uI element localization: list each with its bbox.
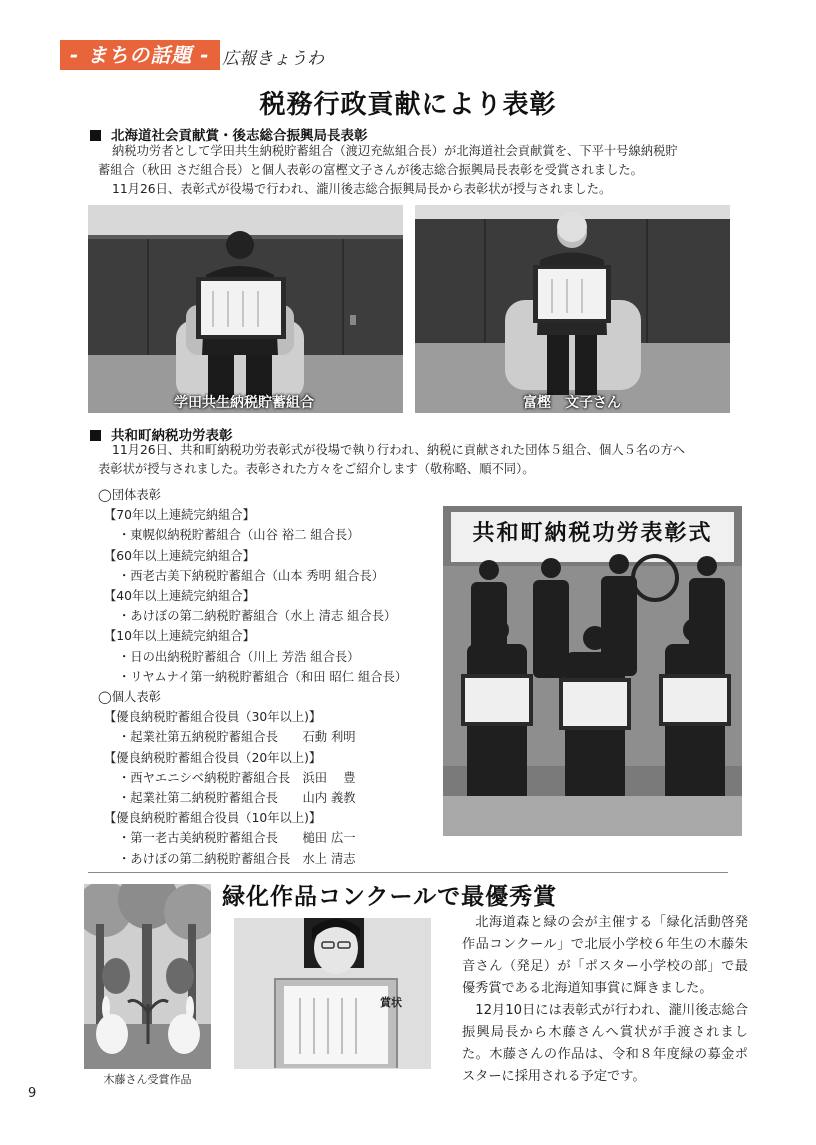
artwork-drawing (84, 884, 211, 1069)
photo1-image (88, 205, 403, 413)
award-group-heading: 【優良納税貯蓄組合役員（10年以上)】 (104, 811, 322, 826)
square-bullet-icon (90, 130, 101, 141)
award-group-heading: 【60年以上連続完納組合】 (104, 548, 255, 563)
section3-paragraph2: 12月10日には表彰式が行われ、瀧川後志総合振興局長から木藤さんへ賞状が手渡されました。木藤さんの作品は、令和８年度緑の募金ポスターに採用される予定です。 (462, 1003, 748, 1084)
section3-heading: 緑化作品コンクールで最優秀賞 (222, 884, 558, 910)
photo3-image (443, 506, 742, 836)
photo2-image (415, 205, 730, 413)
award-group-heading: 【70年以上連続完納組合】 (104, 508, 255, 523)
artwork-image (84, 884, 211, 1069)
photo-togashi-fumiko (415, 205, 730, 413)
page-title: 税務行政貢献により表彰 (259, 90, 557, 120)
award-list-item: ・起業社第二納税貯蓄組合長 山内 義教 (118, 791, 356, 806)
section-tag: - まちの話題 - (60, 40, 220, 70)
award-group-heading: 【40年以上連続完納組合】 (104, 589, 255, 604)
certificate-label: 賞状 (380, 996, 402, 1009)
photo-kito-student (234, 918, 431, 1069)
section1-line3: 11月26日、表彰式が役場で行われ、瀧川後志総合振興局長から表彰状が授与されました。 (112, 182, 612, 196)
section2-line2: 表彰状が授与されました。表彰された方々をご紹介します（敬称略、順不同）。 (98, 462, 535, 476)
section1-heading (90, 124, 368, 144)
award-group-heading: 【優良納税貯蓄組合役員（20年以上)】 (104, 750, 322, 765)
award-list-item: ・西老古美下納税貯蓄組合（山本 秀明 組合長） (118, 568, 385, 583)
ceremony-banner: 共和町納税功労表彰式 (472, 520, 713, 546)
award-list-item: ・起業社第五納税貯蓄組合長 石動 利明 (118, 730, 356, 745)
photo1-caption: 学田共生納税貯蓄組合 (174, 395, 314, 411)
section-divider (88, 872, 728, 873)
award-list-item: ・西ヤエニシベ納税貯蓄組合長 浜田 豊 (118, 770, 356, 785)
artwork-caption: 木藤さん受賞作品 (103, 1073, 192, 1086)
section2-line1: 11月26日、共和町納税功労表彰式が役場で執り行われ、納税に貢献された団体５組合、個人５名の方へ (112, 443, 686, 457)
award-list (98, 485, 438, 869)
award-category: ◯団体表彰 (98, 488, 161, 502)
award-list-item: ・東幌似納税貯蓄組合（山谷 裕二 組合長） (118, 528, 360, 543)
photo2-caption: 富樫 文子さん (523, 395, 621, 411)
award-list-item: ・日の出納税貯蓄組合（川上 芳浩 組合長） (118, 649, 360, 664)
award-list-item: ・あけぼの第二納税貯蓄組合（水上 清志 組合長） (118, 609, 397, 624)
award-list-item: ・あけぼの第二納税貯蓄組合長 水上 清志 (118, 851, 356, 866)
section1-line1: 納税功労者として学田共生納税貯蓄組合（渡辺充紘組合長）が北海道社会貢献賞を、下平十号線納税貯 (112, 144, 678, 158)
page-number: 9 (28, 1086, 37, 1101)
section1-line2: 蓄組合（秋田 さだ組合長）と個人表彰の富樫文子さんが後志総合振興局長表彰を受賞されました。 (98, 163, 643, 177)
photo-ceremony-group (443, 506, 742, 836)
award-list-item: ・第一老古美納税貯蓄組合長 槌田 広一 (118, 831, 356, 846)
award-group-heading: 【優良納税貯蓄組合役員（30年以上)】 (104, 710, 322, 725)
section1-body (98, 142, 738, 199)
award-group-heading: 【10年以上連続完納組合】 (104, 629, 255, 644)
award-list-item: ・リヤムナイ第一納税貯蓄組合（和田 昭仁 組合長） (118, 669, 408, 684)
section1-heading-text: 北海道社会貢献賞・後志総合振興局長表彰 (111, 128, 368, 144)
square-bullet-icon (90, 430, 101, 441)
award-category: ◯個人表彰 (98, 690, 161, 705)
publication-name: 広報きょうわ (222, 49, 324, 69)
section3-body (462, 912, 748, 1088)
section2-heading-text: 共和町納税功労表彰 (111, 428, 233, 444)
section2-body (98, 441, 738, 479)
section3-paragraph1: 北海道森と緑の会が主催する「緑化活動啓発作品コンクール」で北辰小学校６年生の木藤朱音さん（発足）が「ポスター小学校の部」で最優秀賞である北海道知事賞に輝きました。 (462, 915, 748, 996)
photo-gakuden-kyosei (88, 205, 403, 413)
